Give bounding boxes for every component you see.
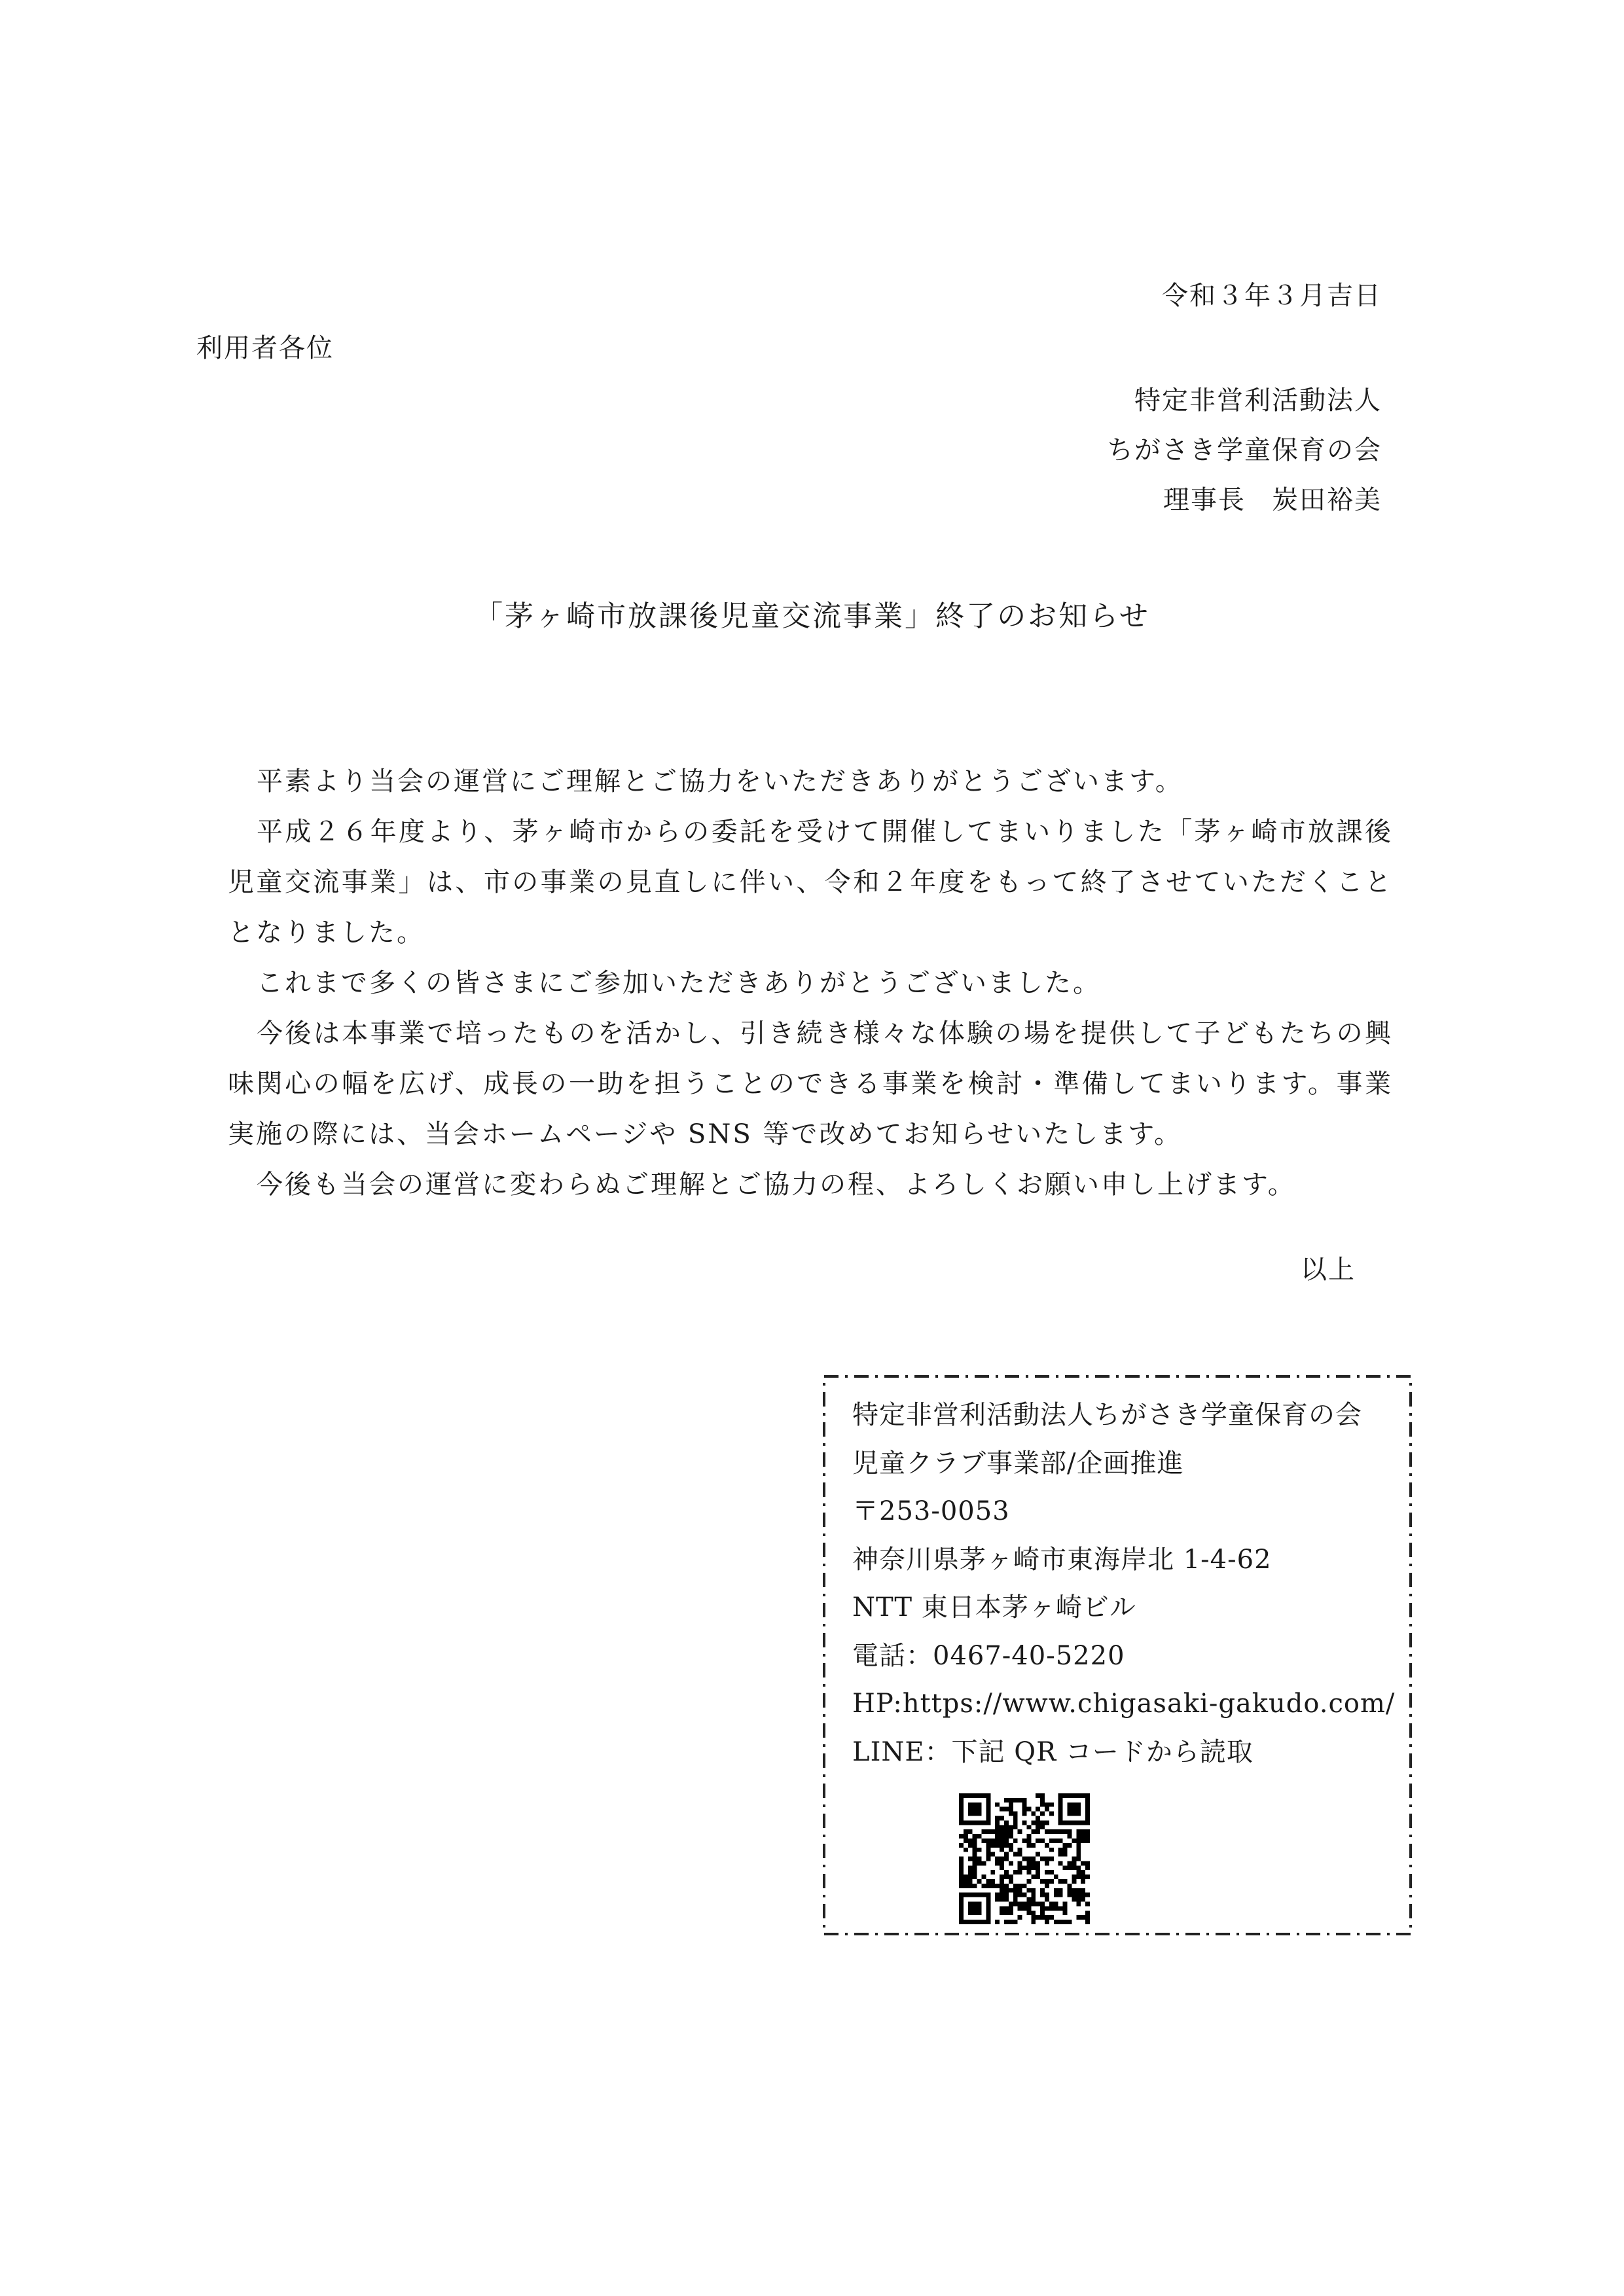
body-paragraph: 平成２６年度より、茅ヶ崎市からの委託を受けて開催してまいりました「茅ヶ崎市放課後児童交流事業」は、市の事業の見直しに伴い、令和２年度をもって終了させていただくこととなりました。 bbox=[228, 817, 1393, 948]
document-title: 「茅ヶ崎市放課後児童交流事業」終了のお知らせ bbox=[474, 600, 1150, 633]
body-paragraph: 今後も当会の運営に変わらぬご理解とご協力の程、よろしくお願い申し上げます。 bbox=[257, 1170, 1296, 1200]
document-body bbox=[228, 757, 1393, 1210]
contact-homepage: HP:https://www.chigasaki-gakudo.com/ bbox=[852, 1689, 1396, 1719]
contact-org: 特定非営利活動法人ちがさき学童保育の会 bbox=[852, 1400, 1362, 1430]
sender-name: 炭田裕美 bbox=[1272, 485, 1382, 515]
contact-address: 神奈川県茅ヶ崎市東海岸北 1-4-62 bbox=[852, 1544, 1272, 1575]
sender-org-name: ちがさき学童保育の会 bbox=[1107, 435, 1382, 465]
contact-department: 児童クラブ事業部/企画推進 bbox=[852, 1448, 1184, 1479]
sender-representative bbox=[1107, 475, 1382, 525]
contact-line: LINE：下記 QR コードから読取 bbox=[852, 1736, 1254, 1767]
document-date: 令和３年３月吉日 bbox=[1162, 281, 1382, 311]
body-paragraph: 今後は本事業で培ったものを活かし、引き続き様々な体験の場を提供して子どもたちの興味関心の幅を広げ、成長の一助を担うことのできる事業を検討・準備してまいります。事業実施の際には、当会ホームページや SNS 等で改めてお知らせいたします。 bbox=[228, 1018, 1393, 1149]
contact-details bbox=[852, 1391, 1395, 1776]
contact-postal-code: 〒253-0053 bbox=[852, 1496, 1010, 1526]
sender-title: 理事長 bbox=[1163, 485, 1246, 515]
recipient: 利用者各位 bbox=[196, 333, 334, 363]
contact-building: NTT 東日本茅ヶ崎ビル bbox=[852, 1592, 1136, 1623]
qr-code-icon[interactable] bbox=[953, 1793, 1096, 1924]
body-paragraph: これまで多くの皆さまにご参加いただきありがとうございました。 bbox=[257, 968, 1101, 998]
sender-org-type: 特定非営利活動法人 bbox=[1134, 386, 1382, 416]
contact-box bbox=[822, 1374, 1413, 1936]
contact-phone: 電話：0467-40-5220 bbox=[852, 1640, 1125, 1671]
sender-block bbox=[1107, 376, 1382, 525]
closing-remark: 以上 bbox=[1301, 1255, 1356, 1285]
body-paragraph: 平素より当会の運営にご理解とご協力をいただきありがとうございます。 bbox=[257, 766, 1183, 797]
